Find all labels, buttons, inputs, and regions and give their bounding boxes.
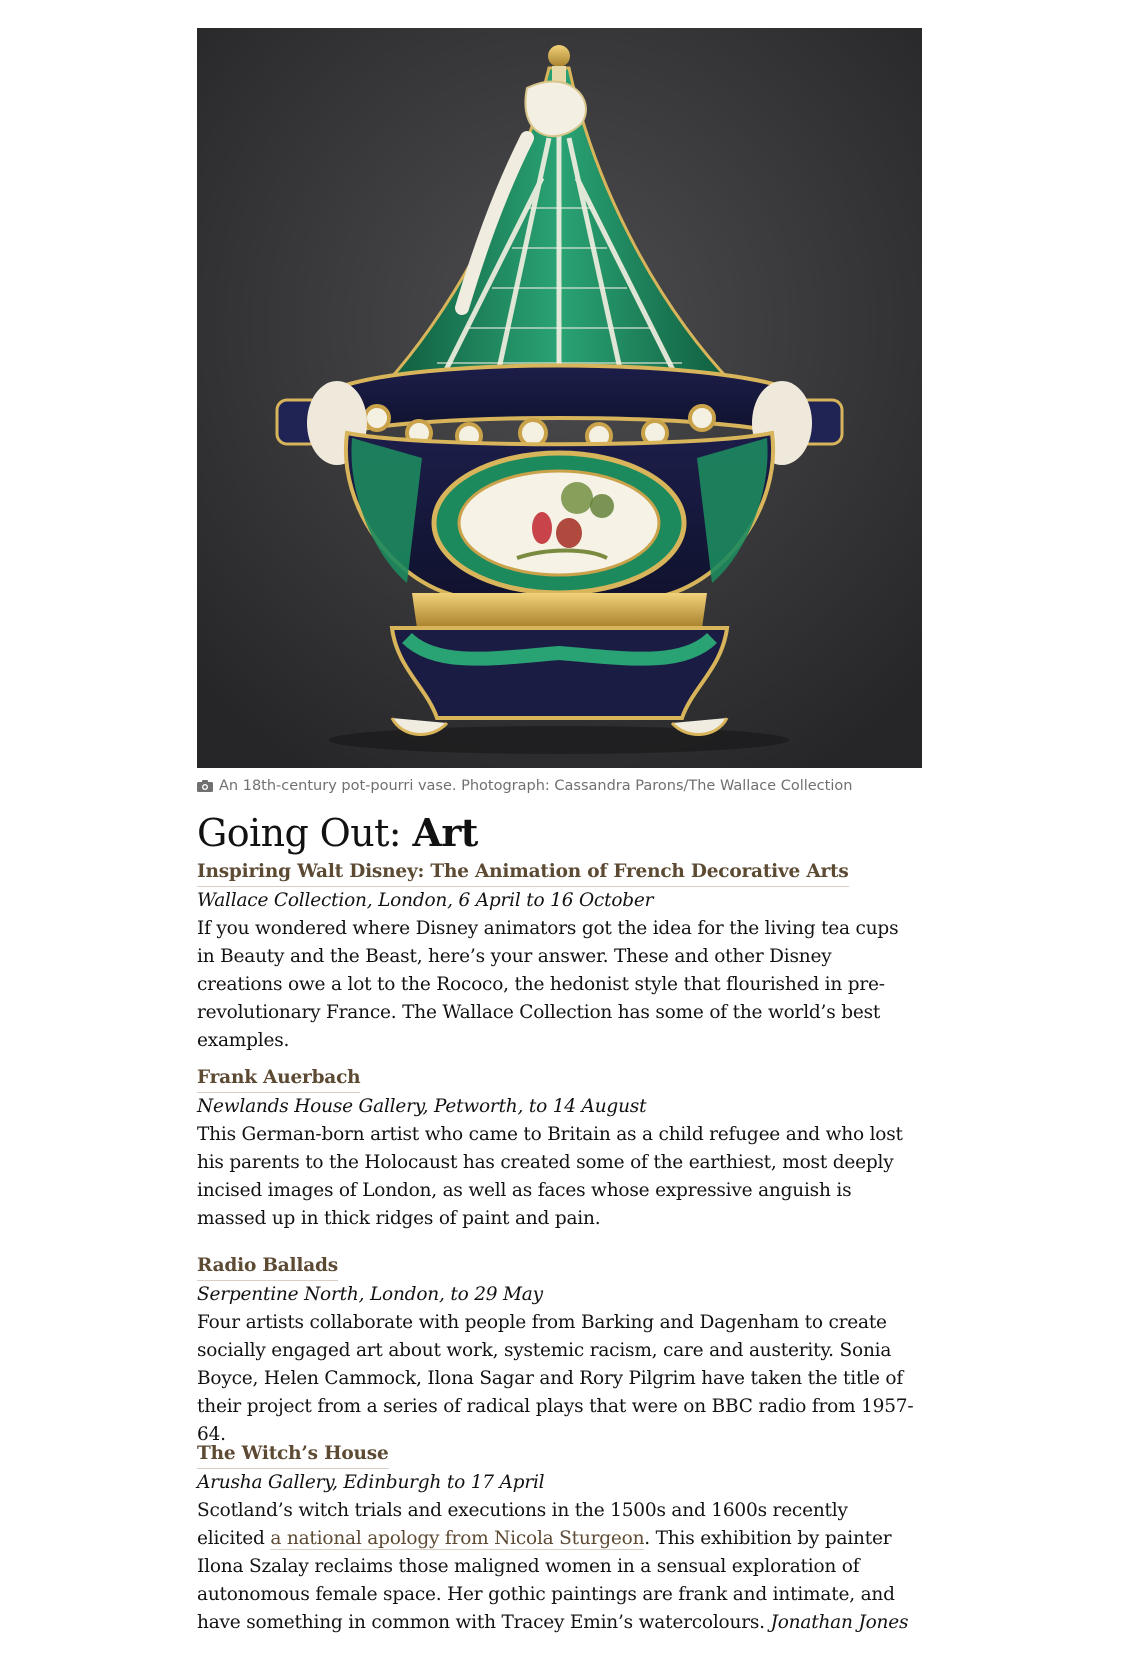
listing-venue: Arusha Gallery, Edinburgh to 17 April [197,1472,545,1493]
listing-venue: Newlands House Gallery, Petworth, to 14 August [197,1096,647,1117]
camera-icon [197,780,213,792]
listing-title-link[interactable]: Inspiring Walt Disney: The Animation of French Decorative Arts [197,858,849,887]
listing-description: This German-born artist who came to Britain as a child refugee and who lost his parents to the Holocaust has created some of the earthiest, most deeply incised images of London, as well as faces whose expressive anguish is massed up in thick ridges of paint and pain. [197,1124,903,1229]
description-text: . This exhibition by painter Ilona Szalay reclaims those maligned women in a sensual exploration of autonomous female space. Her gothic paintings are frank and intimate, and have something in common with Tracey Emin’s watercolours. [197,1528,895,1633]
listing-item [197,858,917,1055]
listing-venue: Wallace Collection, London, 6 April to 16 October [197,890,654,911]
listing-item [197,1252,917,1449]
caption-text: An 18th-century pot-pourri vase. Photograph: Cassandra Parons/The Wallace Collection [219,778,853,794]
apology-link[interactable]: a national apology from Nicola Sturgeon [270,1528,645,1549]
description-text: Scotland’s witch trials and executions in the 1500s and 1600s recently elicited [197,1500,848,1549]
author-byline: Jonathan Jones [770,1612,909,1633]
listing-title-link[interactable]: The Witch’s House [197,1440,389,1469]
listing-item [197,1064,917,1233]
listing-description [197,1497,917,1637]
page-title [197,808,478,858]
listing-title-link[interactable]: Radio Ballads [197,1252,338,1281]
title-suffix: Art [412,810,478,855]
listing-description: If you wondered where Disney animators got the idea for the living tea cups in Beauty and the Beast, here’s your answer. These and other Disney creations owe a lot to the Rococo, the hedonist style that flourished in pre-revolutionary France. The Wallace Collection has some of the world’s best examples. [197,918,899,1051]
pot-pourri-vase-photo [197,28,922,768]
listing-item [197,1440,917,1637]
photo-caption [197,775,852,797]
listing-venue: Serpentine North, London, to 29 May [197,1284,543,1305]
title-prefix: Going Out: [197,811,401,855]
vase-illustration [197,28,922,768]
listing-title-link[interactable]: Frank Auerbach [197,1064,360,1093]
listing-description: Four artists collaborate with people from Barking and Dagenham to create socially engaged art about work, systemic racism, care and austerity. Sonia Boyce, Helen Cammock, Ilona Sagar and Rory Pilgrim have taken the title of their project from a series of radical plays that were on BBC radio from 1957-64. [197,1312,914,1445]
